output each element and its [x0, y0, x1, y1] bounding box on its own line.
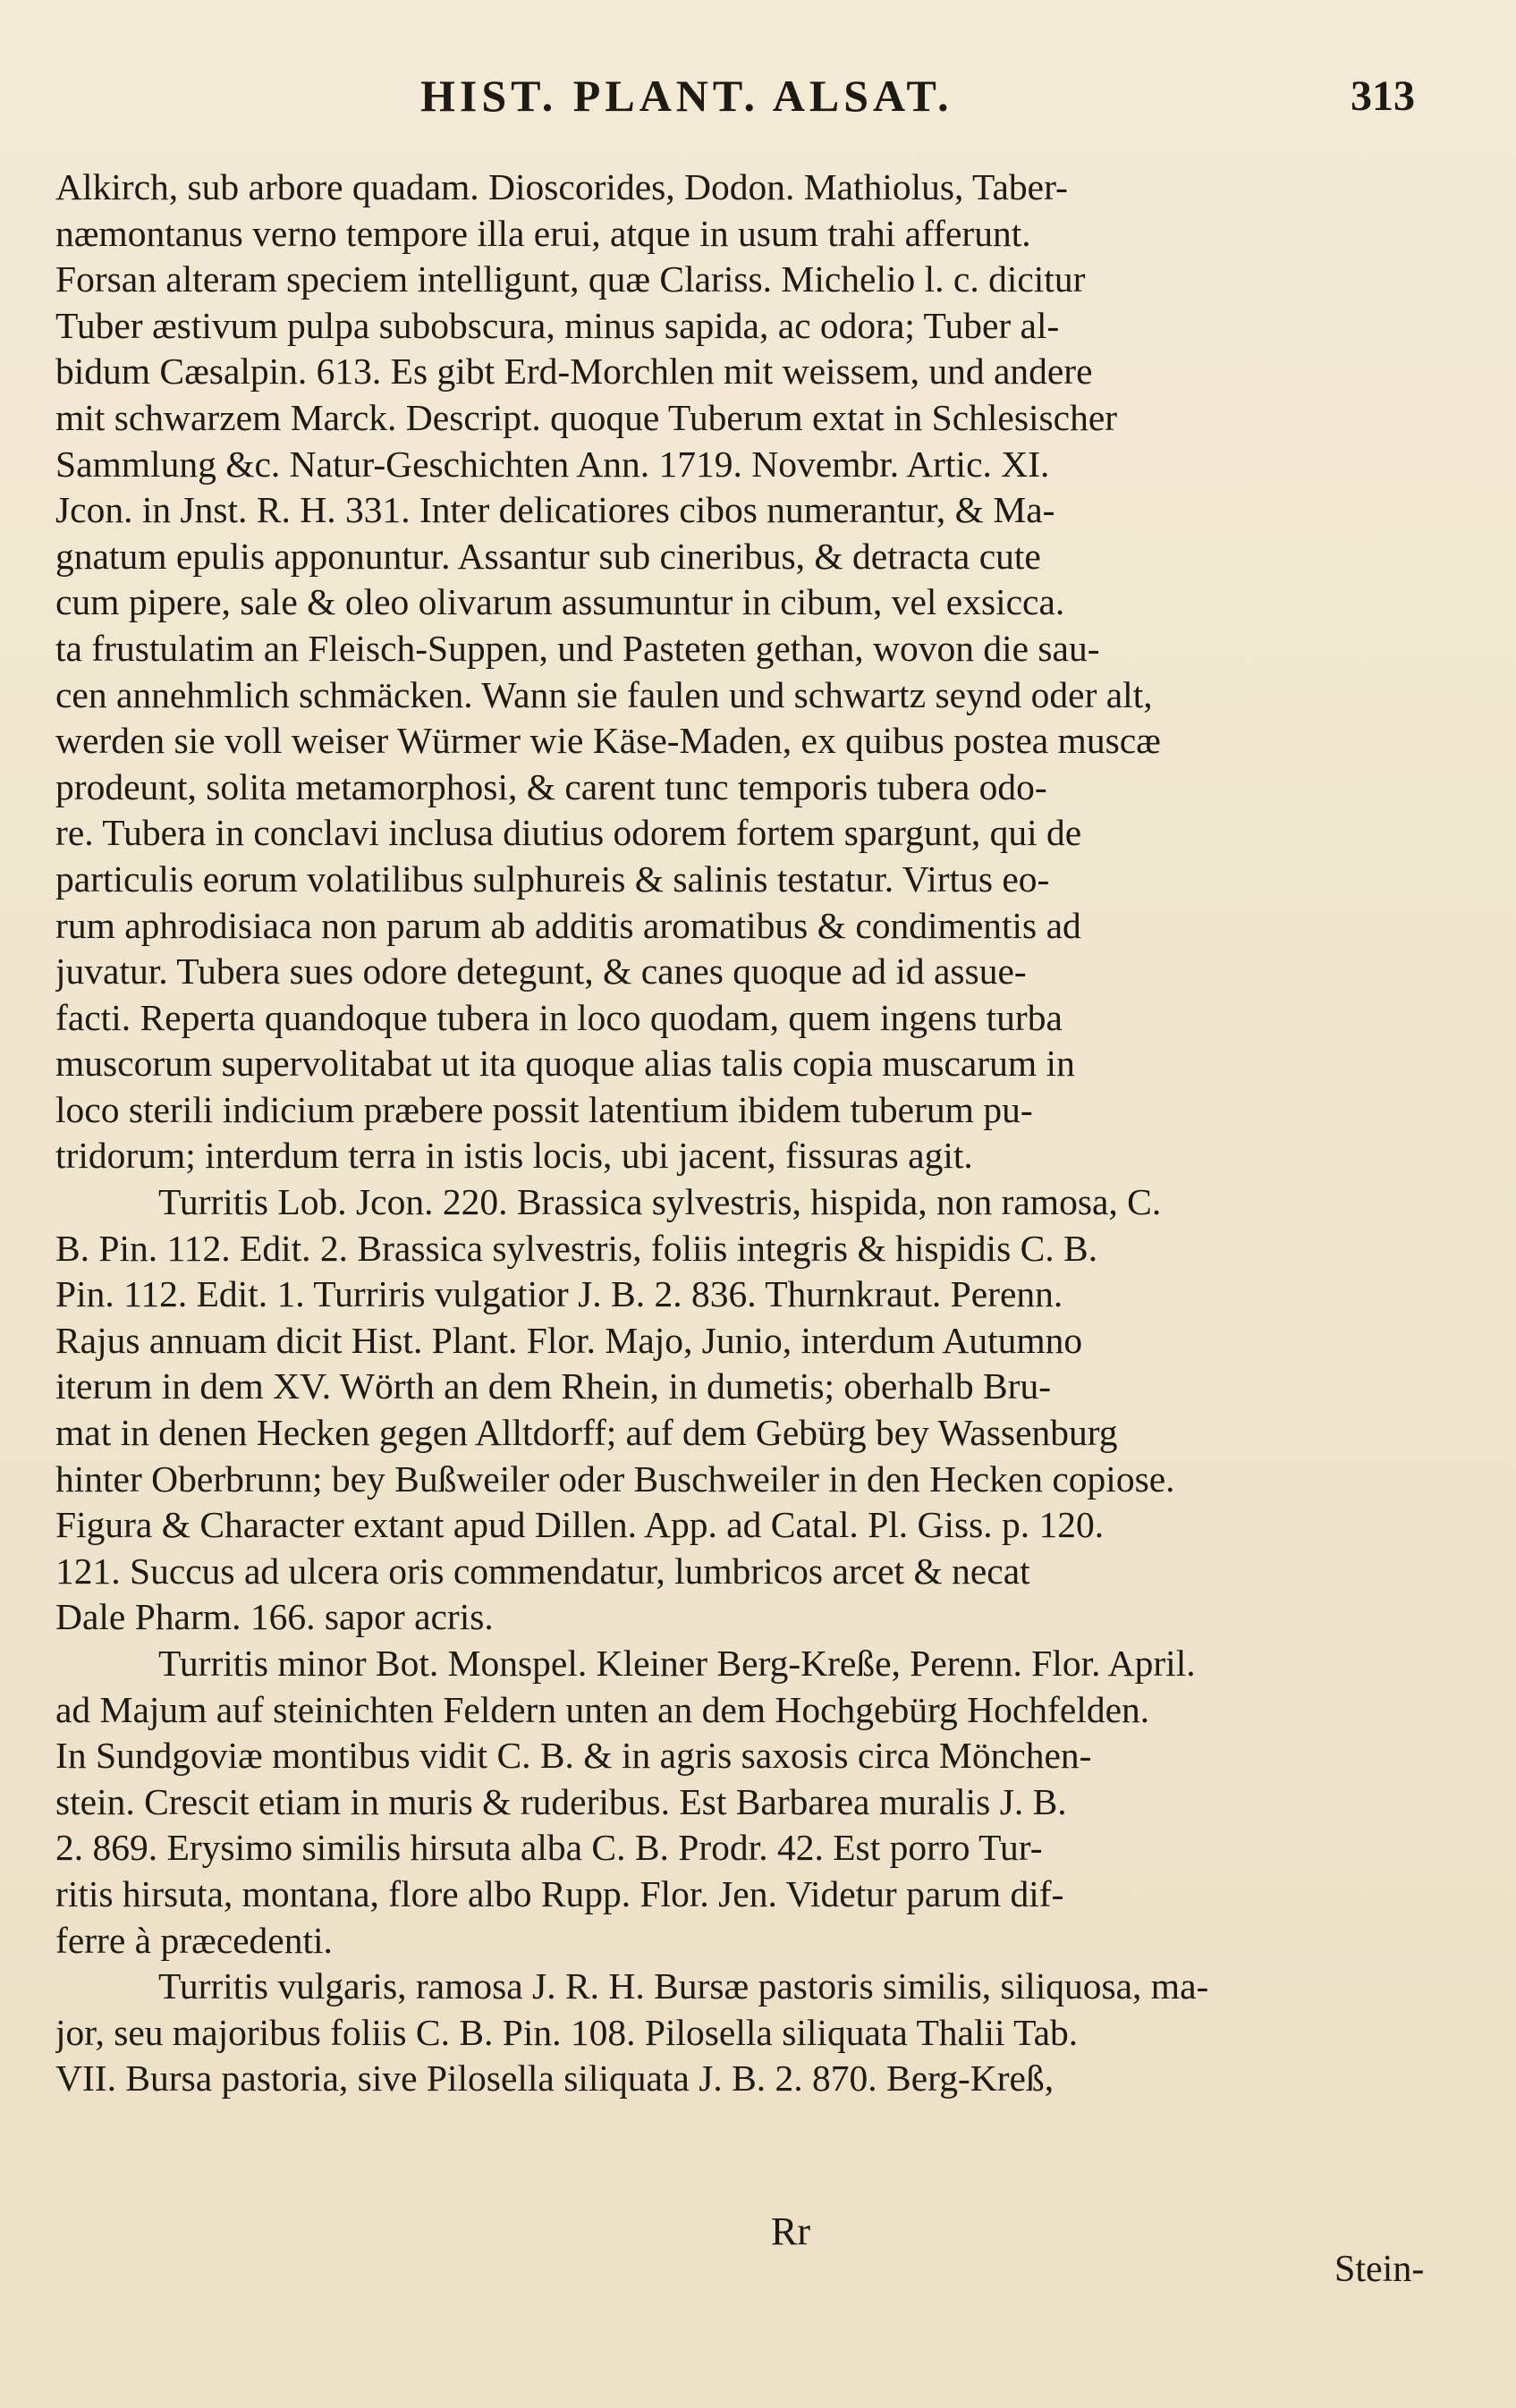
- line-text: næmontanus verno tempore illa erui, atque in usum trahi afferunt.: [55, 212, 1031, 254]
- line-text: Alkirch, sub arbore quadam. Dioscorides, Dodon. Mathiolus, Taber-: [55, 166, 1068, 207]
- line-text: particulis eorum volatilibus sulphureis & salinis testatur. Virtus eo-: [55, 858, 1050, 900]
- catchword: Stein-: [1334, 2249, 1425, 2290]
- text-line: [55, 995, 1469, 1042]
- text-line: [55, 2056, 1469, 2102]
- text-line: [55, 211, 1469, 258]
- line-text: mat in denen Hecken gegen Alltdorff; auf dem Gebürg bey Wassenburg: [55, 1412, 1118, 1454]
- line-text: jor, seu majoribus foliis C. B. Pin. 108. Pilosella siliquata Thalii Tab.: [55, 2011, 1079, 2053]
- text-line: [55, 1502, 1469, 1549]
- line-text: muscorum supervolitabat ut ita quoque alias talis copia muscarum in: [55, 1043, 1075, 1085]
- line-text: B. Pin. 112. Edit. 2. Brassica sylvestris, foliis integris & hispidis C. B.: [55, 1227, 1098, 1269]
- line-text: stein. Crescit etiam in muris & ruderibus. Est Barbarea muralis J. B.: [55, 1780, 1067, 1822]
- body-text: [55, 165, 1469, 2102]
- line-text: Turritis Lob. Jcon. 220. Brassica sylvestris, hispida, non ramosa, C.: [158, 1181, 1162, 1223]
- line-text: ta frustulatim an Fleisch-Suppen, und Pasteten gethan, wovon die sau-: [55, 627, 1100, 669]
- text-line: [55, 579, 1469, 626]
- line-text: 121. Succus ad ulcera oris commendatur, lumbricos arcet & necat: [55, 1550, 1030, 1592]
- line-text: VII. Bursa pastoria, sive Pilosella siliquata J. B. 2. 870. Berg-Kreß,: [55, 2057, 1054, 2100]
- signature-mark: Rr: [771, 2209, 810, 2253]
- text-line: [55, 810, 1469, 857]
- text-line: [55, 1087, 1469, 1134]
- line-text: gnatum epulis apponuntur. Assantur sub cineribus, & detracta cute: [55, 535, 1041, 577]
- line-text: ferre à præcedenti.: [55, 1919, 333, 1961]
- line-text: Jcon. in Jnst. R. H. 331. Inter delicatiores cibos numerantur, & Ma-: [55, 489, 1055, 531]
- text-line: [55, 1457, 1469, 1503]
- text-line: [55, 626, 1469, 672]
- line-text: Turritis vulgaris, ramosa J. R. H. Bursæ pastoris similis, siliquosa, ma-: [158, 1965, 1209, 2007]
- text-line: [55, 1687, 1469, 1734]
- line-text: hinter Oberbrunn; bey Bußweiler oder Buschweiler in den Hecken copiose.: [55, 1457, 1175, 1500]
- text-line: [55, 442, 1469, 488]
- text-line: [55, 2010, 1469, 2057]
- line-text: Figura & Character extant apud Dillen. App. ad Catal. Pl. Giss. p. 120.: [55, 1504, 1105, 1546]
- text-line: [55, 1871, 1469, 1918]
- page-footer: [0, 2209, 1516, 2307]
- line-text: ad Majum auf steinichten Feldern unten an dem Hochgebürg Hochfelden.: [55, 1688, 1150, 1730]
- text-line: [55, 1041, 1469, 1087]
- page-number: 313: [1351, 72, 1415, 120]
- line-text: Tuber æstivum pulpa subobscura, minus sapida, ac odora; Tuber al-: [55, 304, 1060, 346]
- entry-first-line: [55, 1641, 1469, 1687]
- text-line: [55, 949, 1469, 995]
- line-text: tridorum; interdum terra in istis locis, ubi jacent, fissuras agit.: [55, 1135, 973, 1177]
- line-text: cen annehmlich schmäcken. Wann sie faulen und schwartz seynd oder alt,: [55, 673, 1153, 715]
- line-text: Rajus annuam dicit Hist. Plant. Flor. Majo, Junio, interdum Autumno: [55, 1319, 1083, 1361]
- text-line: [55, 1272, 1469, 1318]
- text-line: [55, 718, 1469, 765]
- line-text: Sammlung &c. Natur-Geschichten Ann. 1719. Novembr. Artic. XI.: [55, 443, 1050, 485]
- text-line: [55, 1825, 1469, 1871]
- running-title: HIST. PLANT. ALSAT.: [420, 71, 953, 121]
- line-text: Turritis minor Bot. Monspel. Kleiner Berg-Kreße, Perenn. Flor. April.: [158, 1643, 1196, 1684]
- entry-first-line: [55, 1179, 1469, 1226]
- text-line: [55, 1549, 1469, 1595]
- text-line: [55, 903, 1469, 950]
- text-line: [55, 1226, 1469, 1272]
- text-line: [55, 349, 1469, 395]
- line-text: Pin. 112. Edit. 1. Turriris vulgatior J. B. 2. 836. Thurnkraut. Perenn.: [55, 1273, 1063, 1315]
- line-text: rum aphrodisiaca non parum ab additis aromatibus & condimentis ad: [55, 904, 1081, 946]
- text-line: [55, 1733, 1469, 1779]
- text-line: [55, 1318, 1469, 1365]
- text-line: [55, 857, 1469, 903]
- text-line: [55, 1918, 1469, 1964]
- line-text: facti. Reperta quandoque tubera in loco quodam, quem ingens turba: [55, 996, 1063, 1038]
- line-text: Dale Pharm. 166. sapor acris.: [55, 1596, 494, 1638]
- text-line: [55, 395, 1469, 442]
- text-line: [55, 257, 1469, 303]
- line-text: cum pipere, sale & oleo olivarum assumuntur in cibum, vel exsicca.: [55, 581, 1065, 623]
- line-text: re. Tubera in conclavi inclusa diutius odorem fortem spargunt, qui de: [55, 812, 1082, 854]
- line-text: werden sie voll weiser Würmer wie Käse-Maden, ex quibus postea muscæ: [55, 720, 1161, 762]
- line-text: juvatur. Tubera sues odore detegunt, & canes quoque ad id assue-: [55, 951, 1027, 993]
- line-text: loco sterili indicium præbere possit latentium ibidem tuberum pu-: [55, 1088, 1033, 1130]
- line-text: In Sundgoviæ montibus vidit C. B. & in agris saxosis circa Mönchen-: [55, 1735, 1092, 1777]
- line-text: 2. 869. Erysimo similis hirsuta alba C. B. Prodr. 42. Est porro Tur-: [55, 1827, 1043, 1869]
- text-line: [55, 165, 1469, 211]
- text-line: [55, 1779, 1469, 1826]
- text-line: [55, 1133, 1469, 1179]
- line-text: Forsan alteram speciem intelligunt, quæ Clariss. Michelio l. c. dicitur: [55, 258, 1086, 300]
- text-line: [55, 534, 1469, 580]
- line-text: prodeunt, solita metamorphosi, & carent tunc temporis tubera odo-: [55, 765, 1047, 807]
- text-line: [55, 1594, 1469, 1641]
- text-line: [55, 303, 1469, 350]
- entry-first-line: [55, 1964, 1469, 2010]
- text-line: [55, 1410, 1469, 1457]
- text-line: [55, 765, 1469, 811]
- text-line: [55, 672, 1469, 719]
- line-text: ritis hirsuta, montana, flore albo Rupp. Flor. Jen. Videtur parum dif-: [55, 1872, 1064, 1914]
- text-line: [55, 1364, 1469, 1410]
- page-header: [0, 70, 1516, 132]
- line-text: bidum Cæsalpin. 613. Es gibt Erd-Morchlen mit weissem, und andere: [55, 351, 1093, 393]
- line-text: iterum in dem XV. Wörth an dem Rhein, in dumetis; oberhalb Bru-: [55, 1365, 1052, 1407]
- line-text: mit schwarzem Marck. Descript. quoque Tuberum extat in Schlesischer: [55, 396, 1118, 438]
- text-line: [55, 487, 1469, 534]
